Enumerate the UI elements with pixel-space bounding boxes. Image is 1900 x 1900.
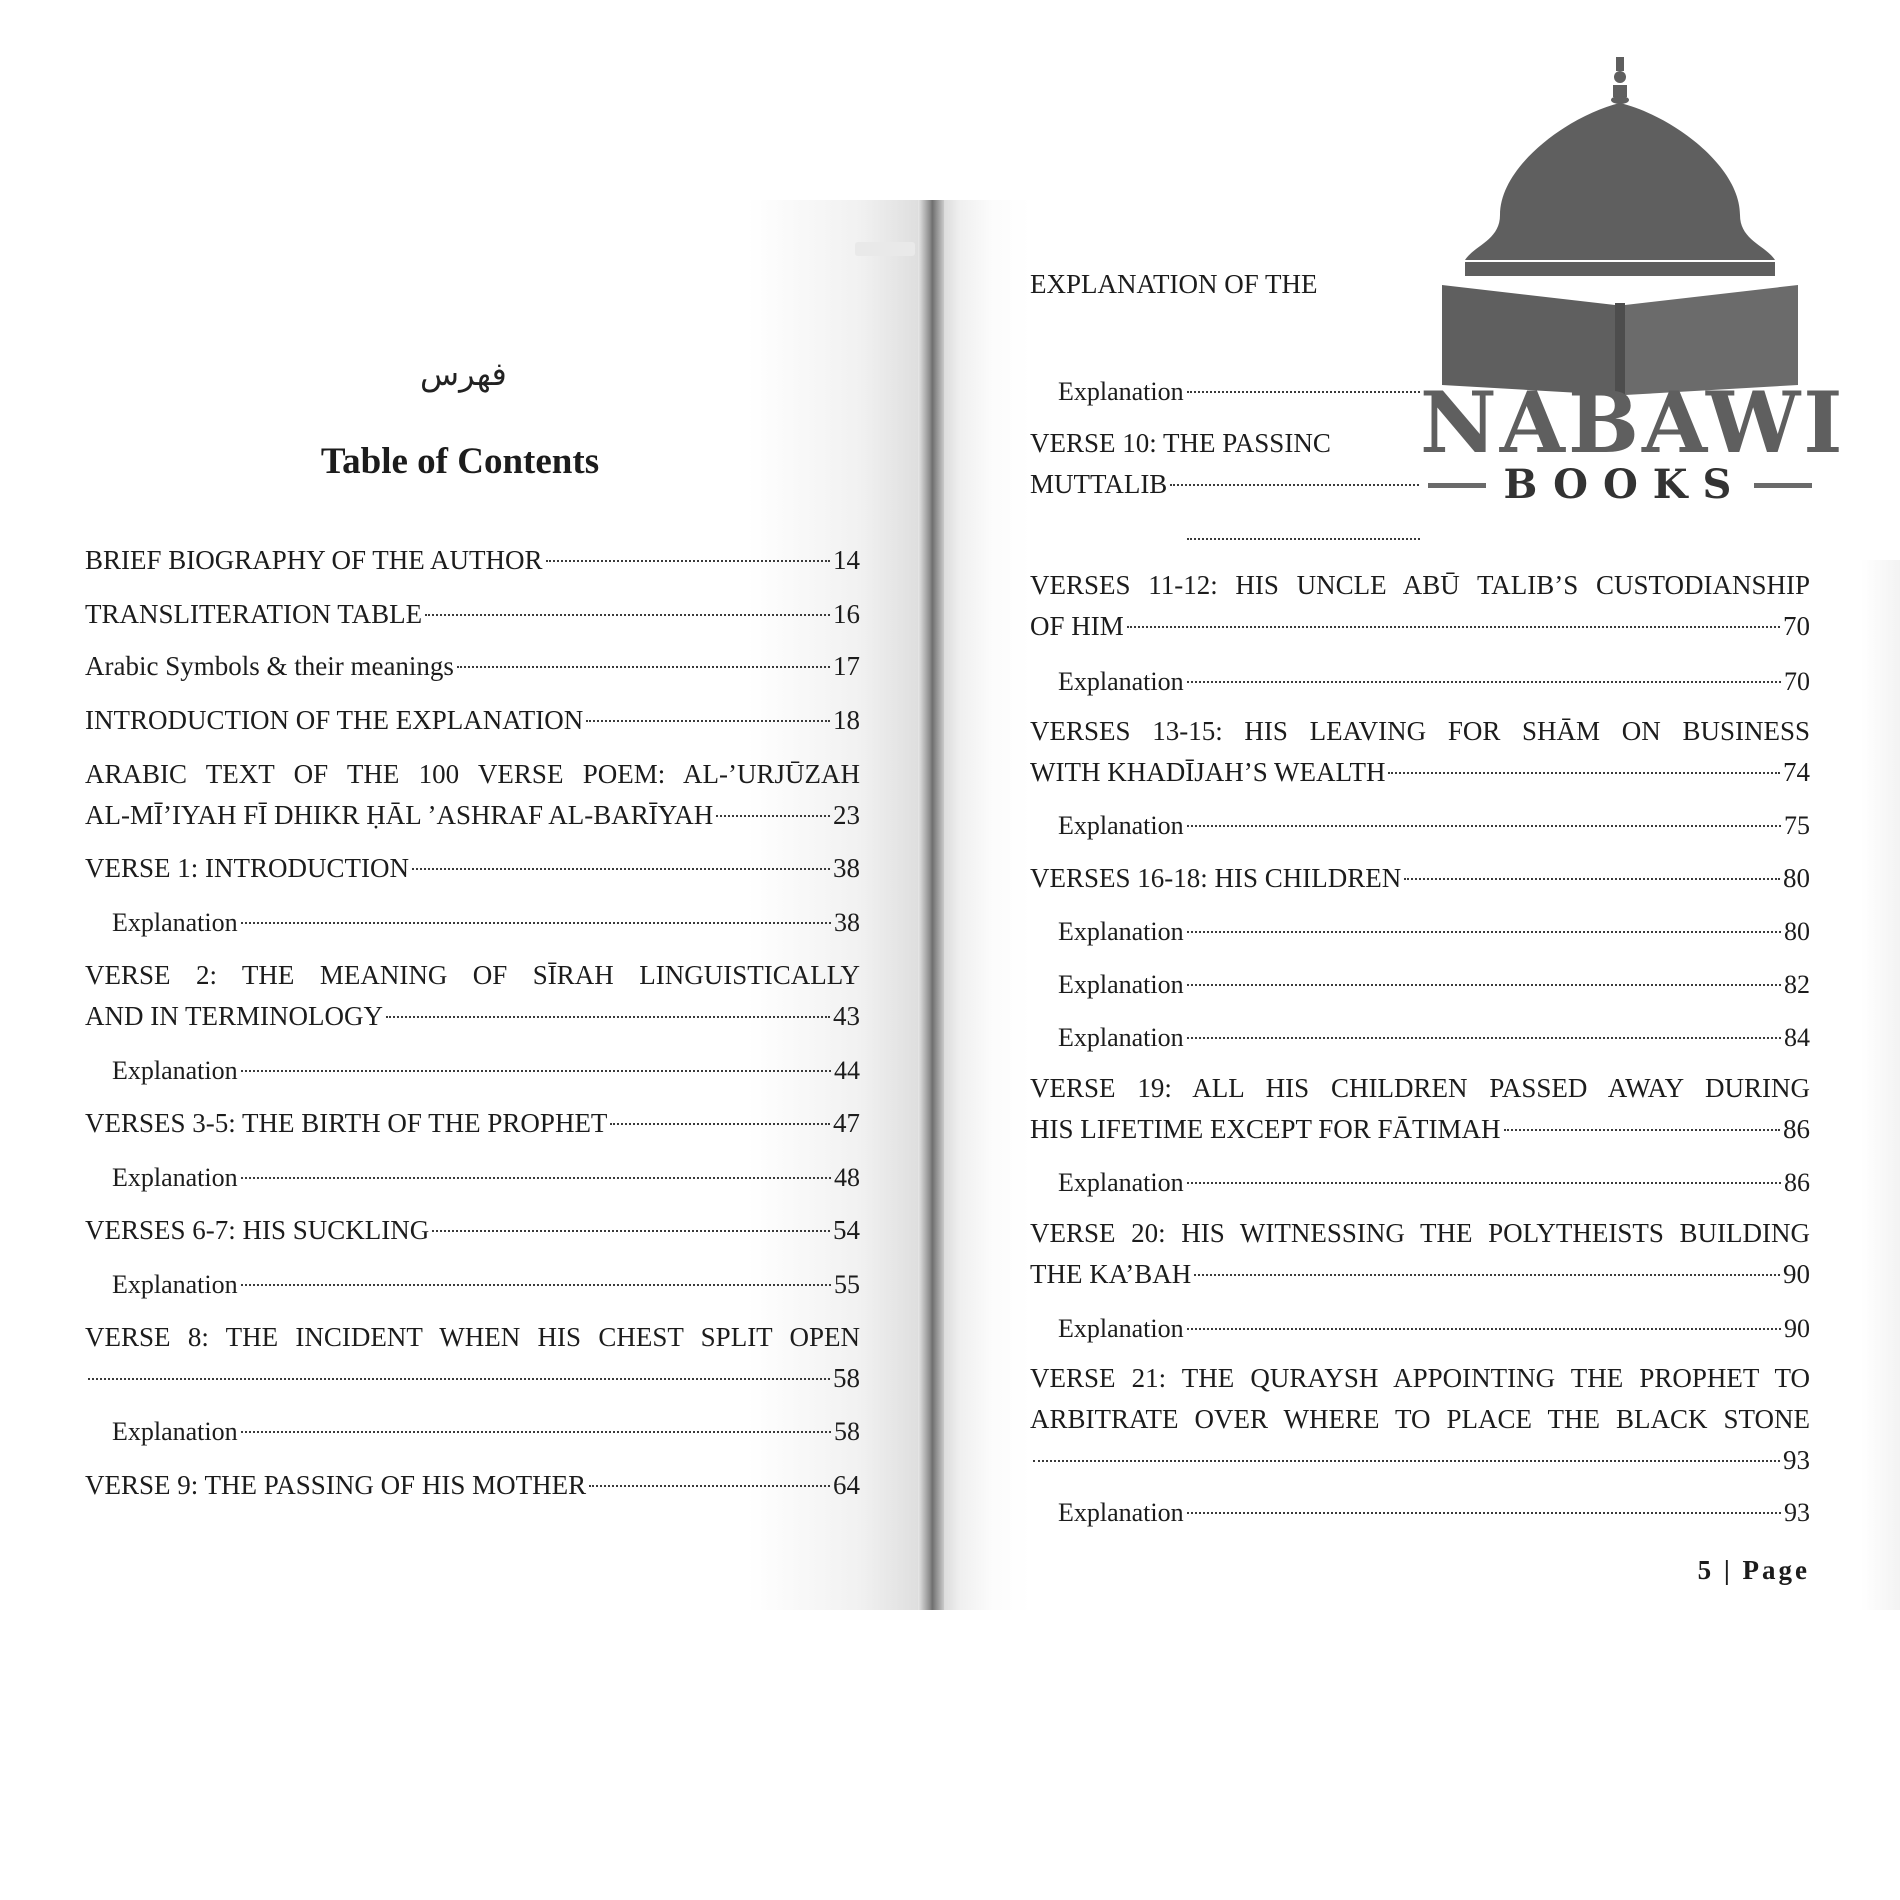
toc-entry: VERSES 11-12: HIS UNCLE ABŪ TALIB’S CUSTODIANSHIP OF HIM 70 (1030, 570, 1810, 641)
toc-entry: VERSES 16-18: HIS CHILDREN 80 (1030, 863, 1810, 893)
toc-entry: INTRODUCTION OF THE EXPLANATION 18 (85, 705, 860, 735)
toc-entry: TRANSLITERATION TABLE 16 (85, 599, 860, 629)
toc-entry: VERSES 6-7: HIS SUCKLING 54 (85, 1215, 860, 1245)
toc-subentry: Explanation 58 (112, 1417, 860, 1446)
toc-entry: VERSE 9: THE PASSING OF HIS MOTHER 64 (85, 1470, 860, 1500)
page-number: 5 | Page (1697, 1555, 1810, 1585)
toc-subentry: Explanation 90 (1058, 1314, 1810, 1343)
logo-books-text: BOOKS (1503, 461, 1747, 508)
toc-entry: VERSE 19: ALL HIS CHILDREN PASSED AWAY DURING HIS LIFETIME EXCEPT FOR FĀTIMAH 86 (1030, 1073, 1810, 1144)
book-spine (918, 200, 944, 1610)
toc-entry: BRIEF BIOGRAPHY OF THE AUTHOR 14 (85, 545, 860, 575)
toc-subentry: Explanation 48 (112, 1163, 860, 1192)
toc-entry: VERSE 21: THE QURAYSH APPOINTING THE PROPHET TO ARBITRATE OVER WHERE TO PLACE THE BLACK STONE 93 (1030, 1363, 1810, 1475)
toc-subentry: Explanation 84 (1058, 1023, 1810, 1052)
logo-brand-name: NABAWI (1420, 373, 1846, 472)
logo-dash-right (1754, 483, 1812, 488)
toc-subentry: Explanation 38 (112, 908, 860, 937)
toc-subentry: Explanation 75 (1058, 811, 1810, 840)
toc-entry: Arabic Symbols & their meanings 17 (85, 651, 860, 681)
toc-entry: VERSES 3-5: THE BIRTH OF THE PROPHET 47 (85, 1108, 860, 1138)
toc-entry: VERSE 1: INTRODUCTION 38 (85, 853, 860, 883)
dome-icon (1465, 57, 1775, 276)
toc-subentry: Explanation 82 (1058, 970, 1810, 999)
toc-title: Table of Contents (320, 441, 600, 482)
toc-entry-partial: VERSE 10: THE PASSINC MUTTALIB (1030, 423, 1810, 505)
logo-dash-left (1428, 483, 1486, 488)
toc-subentry: Explanation 70 (1058, 667, 1810, 696)
faint-running-header (855, 242, 915, 256)
toc-subentry: Explanation 93 (1058, 1498, 1810, 1527)
toc-entry-partial: EXPLANATION OF THE (1030, 269, 1318, 299)
toc-subentry: Explanation 86 (1058, 1168, 1810, 1197)
toc-subentry-partial: Explanation (1058, 371, 1810, 412)
toc-entry: VERSE 8: THE INCIDENT WHEN HIS CHEST SPLIT OPEN 58 (85, 1322, 860, 1393)
toc-entry: VERSE 20: HIS WITNESSING THE POLYTHEISTS BUILDING THE KA’BAH 90 (1030, 1218, 1810, 1289)
logo-subtitle (1420, 462, 1820, 508)
toc-entry: VERSE 2: THE MEANING OF SĪRAH LINGUISTICALLY AND IN TERMINOLOGY 43 (85, 960, 860, 1031)
toc-entry: VERSES 13-15: HIS LEAVING FOR SHĀM ON BUSINESS WITH KHADĪJAH’S WEALTH 74 (1030, 716, 1810, 787)
toc-entry: ARABIC TEXT OF THE 100 VERSE POEM: AL-’URJŪZAH AL-MĪ’IYAH FĪ DHIKR ḤĀL ’ASHRAF AL-BARĪYAH 23 (85, 759, 860, 830)
toc-subentry: Explanation 44 (112, 1056, 860, 1085)
arabic-heading: فهرس (420, 355, 507, 393)
toc-subentry: Explanation 80 (1058, 917, 1810, 946)
toc-subentry: Explanation 55 (112, 1270, 860, 1299)
